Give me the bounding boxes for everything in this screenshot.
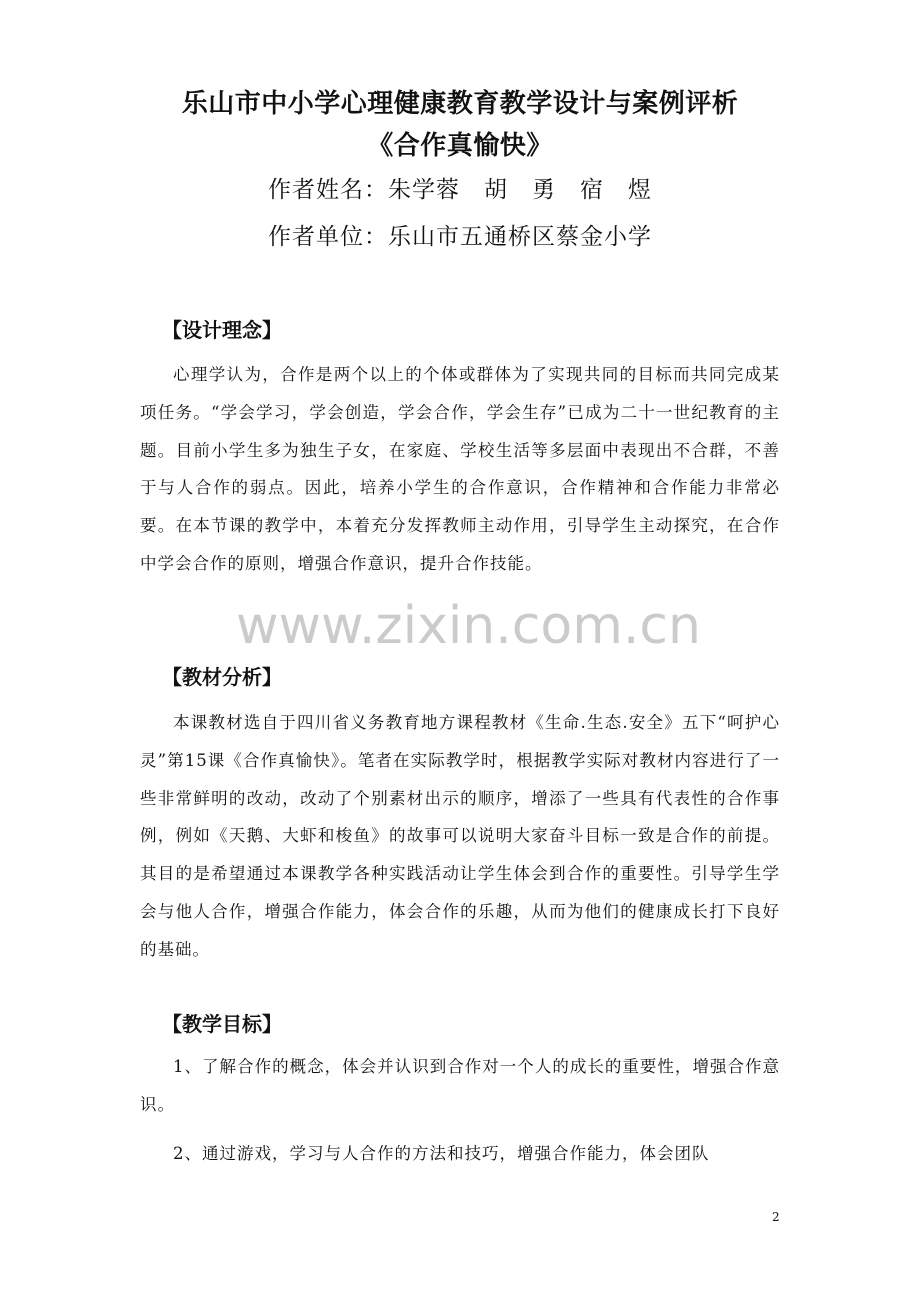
author-names: 作者姓名：朱学蓉 胡 勇 宿 煜	[268, 177, 652, 203]
teaching-goal-item: 1、了解合作的概念，体会并认识到合作对一个人的成长的重要性，增强合作意识。	[140, 1057, 780, 1114]
author-unit: 作者单位：乐山市五通桥区蔡金小学	[268, 224, 652, 250]
design-concept-paragraph: 心理学认为，合作是两个以上的个体或群体为了实现共同的目标而共同完成某项任务。“学会学习，学会创造，学会合作，学会生存”已成为二十一世纪教育的主题。目前小学生多为独生子女，在家庭、学校生活等多层面中表现出不合群，不善于与人合作的弱点。因此，培养小学生的合作意识，合作精神和合作能力非常必要。在本节课的教学中，本着充分发挥教师主动作用，引导学生主动探究，在合作中学会合作的原则，增强合作意识，提升合作技能。	[140, 365, 780, 573]
section-heading-material-analysis: 【教材分析】	[162, 665, 282, 689]
section-heading-design-concept: 【设计理念】	[162, 318, 282, 342]
teaching-goal-item: 2、通过游戏，学习与人合作的方法和技巧，增强合作能力，体会团队	[173, 1144, 710, 1163]
watermark: www.zixin.com.cn	[236, 596, 701, 656]
document-title: 乐山市中小学心理健康教育教学设计与案例评析	[181, 89, 739, 119]
lesson-title: 《合作真愉快》	[367, 131, 553, 161]
page-number: 2	[772, 1210, 780, 1224]
section-heading-teaching-goals: 【教学目标】	[162, 1012, 282, 1036]
material-analysis-paragraph: 本课教材选自于四川省义务教育地方课程教材《生命.生态.安全》五下“呵护心灵”第15课《合作真愉快》。笔者在实际教学时，根据教学实际对教材内容进行了一些非常鲜明的改动，改动了个别素材出示的顺序，增添了一些具有代表性的合作事例，例如《天鹅、大虾和梭鱼》的故事可以说明大家奋斗目标一致是合作的前提。其目的是希望通过本课教学各种实践活动让学生体会到合作的重要性。引导学生学会与他人合作，增强合作能力，体会合作的乐趣，从而为他们的健康成长打下良好的基础。	[140, 713, 780, 959]
